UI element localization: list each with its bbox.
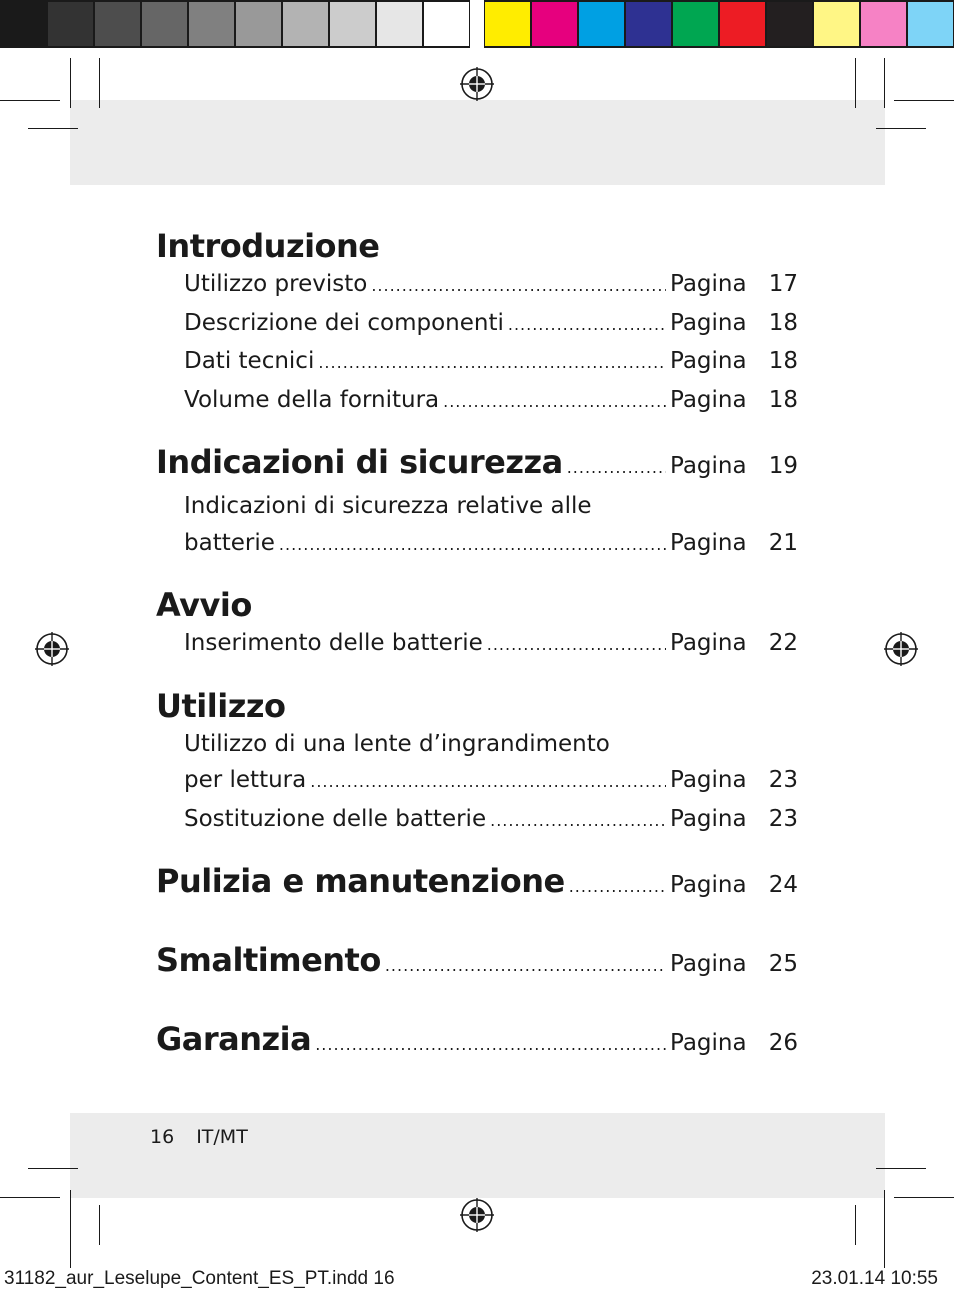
gray-swatch <box>94 0 141 48</box>
slug-datetime: 23.01.14 10:55 <box>811 1268 938 1289</box>
page-number: 22 <box>768 630 798 656</box>
dot-leader <box>315 1025 666 1065</box>
page-word: Pagina <box>670 529 747 556</box>
header-band <box>70 100 885 185</box>
toc-entry-pulizia[interactable] <box>156 861 798 907</box>
gray-swatch <box>0 0 47 48</box>
dot-leader <box>508 307 666 344</box>
page-number: 18 <box>768 386 798 413</box>
page-word: Pagina <box>670 1030 747 1056</box>
page-number: 26 <box>768 1030 798 1056</box>
entry-label: Volume della fornitura <box>184 386 440 413</box>
toc-entry-smaltimento[interactable] <box>156 940 798 986</box>
toc-entry[interactable] <box>156 801 798 840</box>
section-title-introduzione: Introduzione <box>156 227 380 265</box>
gray-swatch <box>235 0 282 48</box>
entry-label: Utilizzo previsto <box>184 271 368 297</box>
entry-label: Inserimento delle batterie <box>184 630 483 656</box>
section-title-garanzia: Garanzia <box>156 1020 312 1058</box>
color-swatch <box>672 0 719 48</box>
page-word: Pagina <box>670 805 747 832</box>
registration-mark-icon <box>884 632 918 666</box>
toc-entry[interactable] <box>156 762 798 801</box>
registration-mark-icon <box>460 1198 494 1232</box>
toc-entry[interactable] <box>156 382 798 421</box>
dot-leader <box>318 345 666 382</box>
gray-swatch <box>188 0 235 48</box>
page-number: 25 <box>768 951 798 977</box>
color-swatch <box>860 0 907 48</box>
color-swatch <box>484 0 531 48</box>
gray-swatch <box>282 0 329 48</box>
entry-label: Dati tecnici <box>184 348 315 374</box>
page-word: Pagina <box>670 309 747 336</box>
toc-entry[interactable] <box>156 525 798 564</box>
table-of-contents <box>156 226 798 1065</box>
footer-language: IT/MT <box>196 1126 248 1148</box>
dot-leader <box>569 867 666 907</box>
color-swatch <box>719 0 766 48</box>
page-number: 18 <box>768 348 798 374</box>
dot-leader <box>567 448 666 488</box>
page-number: 23 <box>768 805 798 832</box>
toc-entry-sicurezza[interactable] <box>156 442 798 488</box>
gray-swatch <box>141 0 188 48</box>
slug-filename: 31182_aur_Leselupe_Content_ES_PT.indd 16 <box>4 1268 395 1289</box>
section-title-avvio: Avvio <box>156 586 252 624</box>
dot-leader <box>490 803 666 840</box>
toc-entry[interactable] <box>156 343 798 382</box>
section-title-sicurezza: Indicazioni di sicurezza <box>156 443 563 481</box>
entry-label-line1: Indicazioni di sicurezza relative alle <box>184 493 592 519</box>
entry-label-line1: Utilizzo di una lente d’ingrandimento <box>184 730 610 757</box>
page-word: Pagina <box>670 872 747 898</box>
dot-leader <box>310 764 666 801</box>
dot-leader <box>487 627 666 664</box>
page-word: Pagina <box>670 348 747 374</box>
page-number: 17 <box>768 271 798 297</box>
color-swatch <box>531 0 578 48</box>
grayscale-color-bar <box>0 0 470 48</box>
color-swatch <box>813 0 860 48</box>
footer-page-number: 16 <box>150 1126 175 1148</box>
color-swatch <box>907 0 954 48</box>
section-title-utilizzo: Utilizzo <box>156 686 286 725</box>
page-number: 21 <box>768 529 798 556</box>
page-word: Pagina <box>670 630 747 656</box>
color-swatch <box>578 0 625 48</box>
section-title-pulizia: Pulizia e manutenzione <box>156 862 565 900</box>
gray-swatch <box>423 0 470 48</box>
entry-label: Sostituzione delle batterie <box>184 805 487 832</box>
page-footer <box>150 1126 270 1148</box>
gray-swatch <box>47 0 94 48</box>
page-word: Pagina <box>670 767 747 793</box>
page-number: 19 <box>768 453 798 479</box>
dot-leader <box>279 527 666 564</box>
page-word: Pagina <box>670 951 747 977</box>
toc-entry[interactable] <box>156 305 798 344</box>
color-swatch <box>625 0 672 48</box>
page-number: 23 <box>768 767 798 793</box>
page-number: 24 <box>768 872 798 898</box>
gray-swatch <box>329 0 376 48</box>
page-word: Pagina <box>670 453 747 479</box>
cmyk-color-bar <box>484 0 954 48</box>
page-word: Pagina <box>670 271 747 297</box>
toc-entry-garanzia[interactable] <box>156 1019 798 1065</box>
entry-label-line2: per lettura <box>184 767 307 793</box>
toc-entry[interactable] <box>156 266 798 305</box>
toc-entry[interactable] <box>156 625 798 664</box>
gray-swatch <box>376 0 423 48</box>
dot-leader <box>385 946 666 986</box>
dot-leader <box>371 268 666 305</box>
page-number: 18 <box>768 309 798 336</box>
color-swatch <box>766 0 813 48</box>
dot-leader <box>443 384 666 421</box>
entry-label-line2: batterie <box>184 529 275 556</box>
entry-label: Descrizione dei componenti <box>184 309 504 336</box>
registration-mark-icon <box>35 632 69 666</box>
section-title-smaltimento: Smaltimento <box>156 941 381 979</box>
page-word: Pagina <box>670 386 747 413</box>
registration-mark-icon <box>460 67 494 101</box>
